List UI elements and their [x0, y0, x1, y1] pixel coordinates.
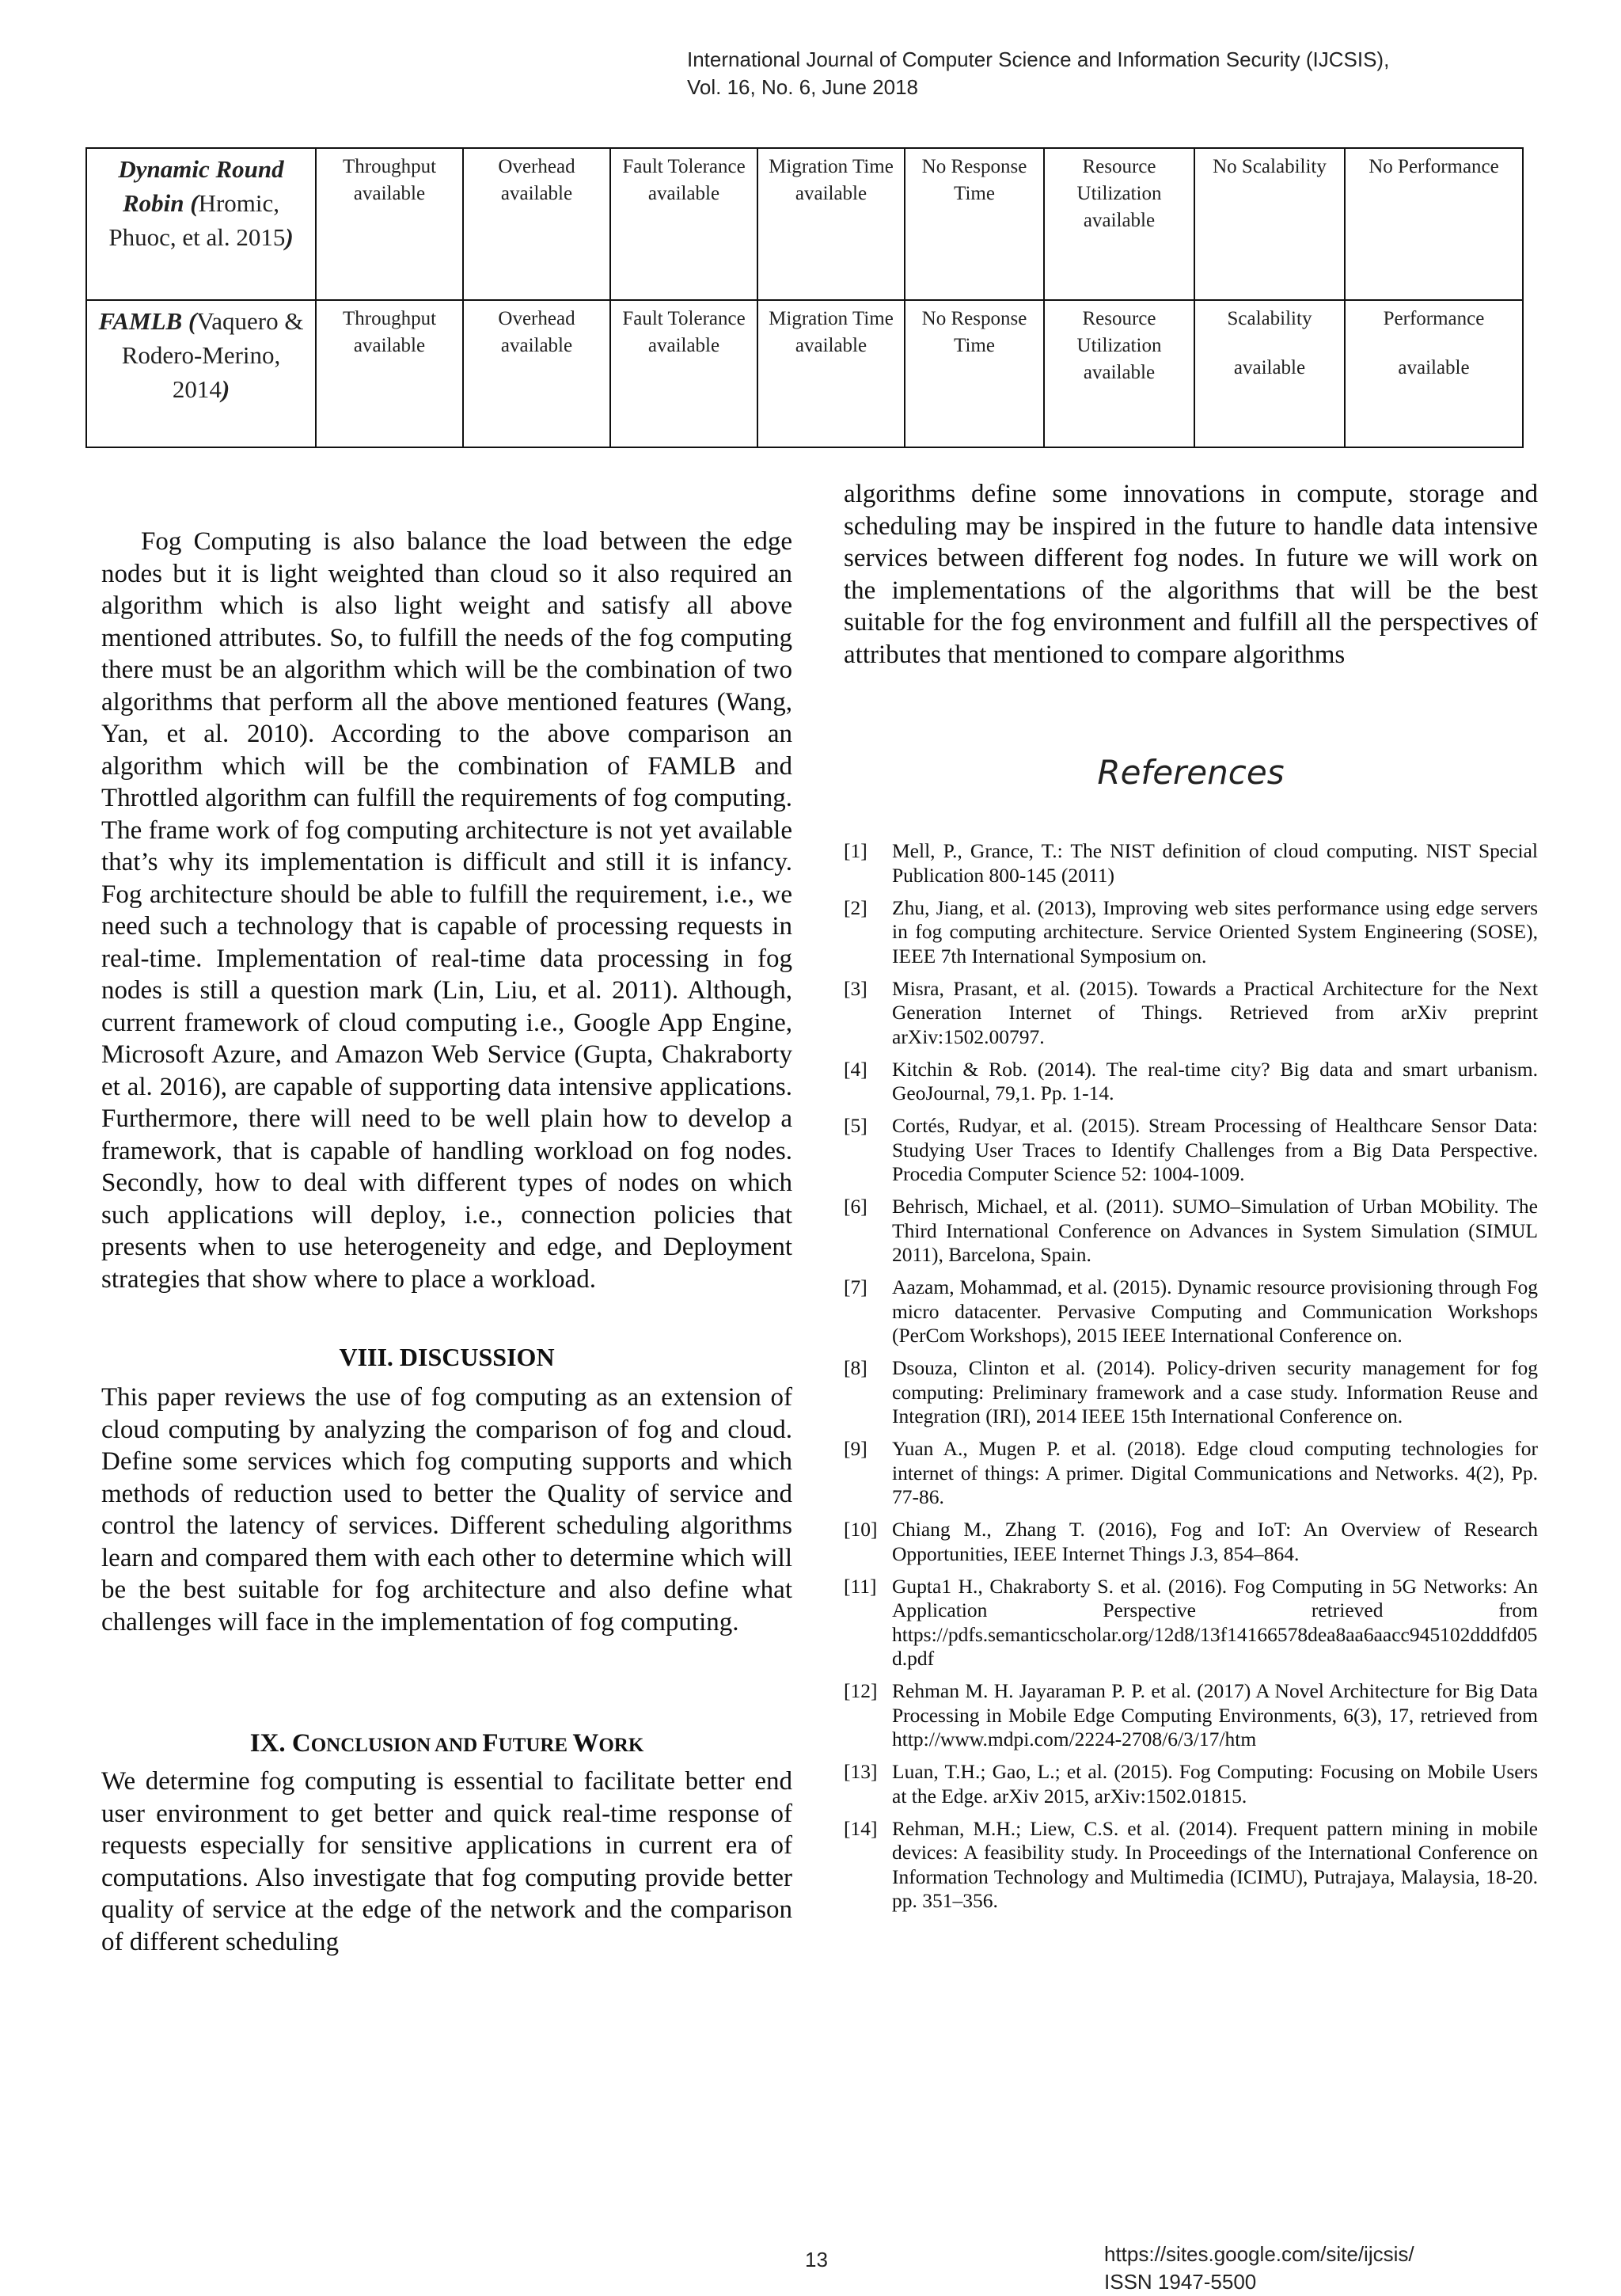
right-column — [844, 478, 1538, 671]
table-cell: Overhead available — [463, 148, 610, 300]
table-cell: No Performance — [1345, 148, 1523, 300]
table-cell: Resource Utilization available — [1044, 300, 1194, 447]
table-row — [86, 300, 1523, 447]
references-list — [844, 839, 1538, 1922]
reference-item: [2] Zhu, Jiang, et al. (2013), Improving web sites performance using edge servers in fog computing architecture. Service Oriented System Engineering (SOSE), IEEE 7th International Symposium on. — [844, 895, 1538, 967]
page-number: 13 — [805, 2248, 828, 2271]
reference-item: [8] Dsouza, Clinton et al. (2014). Policy-driven security management for fog computing: Preliminary framework and a case study. Information Reuse and Integration (IRI), 2014 IEEE 15th International Conference on. — [844, 1356, 1538, 1427]
comparison-table — [85, 147, 1524, 448]
reference-item: [6] Behrisch, Michael, et al. (2011). SUMO–Simulation of Urban MObility. The Third International Conference on Advances in System Simulation (SIMUL 2011), Barcelona, Spain. — [844, 1195, 1538, 1266]
table-cell: No Response Time — [905, 300, 1044, 447]
reference-item: [9] Yuan A., Mugen P. et al. (2018). Edge cloud computing technologies for internet of things: A primer. Digital Communications and Networks. 4(2), Pp. 77-86. — [844, 1437, 1538, 1508]
algorithm-name: FAMLB (Vaquero & Rodero-Merino, 2014) — [86, 300, 316, 447]
discussion-paragraph: This paper reviews the use of fog computing as an extension of cloud computing by analyzing the comparison of fog and cloud. Define some services which fog computing supports and which methods of reduction used to better the Quality of service and control the latency of services. Different scheduling algorithms learn and compared them with each other to determine which will be the best suitable for fog architecture and also define what challenges will face in the implementation of fog computing. — [101, 1383, 792, 1636]
performance-value: available — [1398, 357, 1470, 378]
body-paragraph: Fog Computing is also balance the load between the edge nodes but it is light weighted than cloud so it also required an algorithm which is also light weight and satisfy all above mentioned attributes. So, to fulfill the needs of the fog computing there must be an algorithm which will be the combination of two algorithms that perform all the above mentioned features (Wang, Yan, et al. 2010). According to the above comparison an algorithm which will be the combination of FAMLB and Throttled algorithm can fulfill the requirements of fog computing. The frame work of fog computing architecture is not yet available that’s why its implementation is difficult and still it is infancy. Fog architecture should be able to fulfill the requirement, i.e., we need such a technology that is capable of processing requests in real-time. Implementation of real-time data processing in fog nodes is still a question mark (Lin, Liu, et al. 2011). Although, current framework of cloud computing i.e., Google App Engine, Microsoft Azure, and Amazon Web Service (Gupta, Chakraborty et al. 2016), are capable of supporting data intensive applications. Furthermore, there will need to be well plain how to develop a framework, that is capable of handling workload on fog nodes. Secondly, how to deal with different types of nodes on which such applications will deploy, i.e., connection policies that presents when to use heterogeneity and edge, and Deployment strategies that show where to place a workload. — [101, 527, 792, 1294]
table-cell: No Scalability — [1194, 148, 1345, 300]
journal-url: https://sites.google.com/site/ijcsis/ — [1104, 2242, 1414, 2266]
reference-item: [11] Gupta1 H., Chakraborty S. et al. (2016). Fog Computing in 5G Networks: An Application Perspective retrieved from https://pdfs.semanticscholar.org/12d8/13f14166578dea8aa6aacc945102dddfd05d.pdf — [844, 1574, 1538, 1670]
performance-label: Performance — [1383, 308, 1485, 329]
reference-item: [14] Rehman, M.H.; Liew, C.S. et al. (2014). Frequent pattern mining in mobile devices: A feasibility study. In Proceedings of the International Conference on Information Technology and Multimedia (ICIMU), Putrajaya, Malaysia, 18-20. pp. 351–356. — [844, 1816, 1538, 1912]
scalability-value: available — [1233, 357, 1306, 378]
discussion-heading: VIII. DISCUSSION — [339, 1343, 555, 1371]
reference-item: [12] Rehman M. H. Jayaraman P. P. et al. (2017) A Novel Architecture for Big Data Processing in Mobile Edge Computing Environments, 6(3), 17, retrieved from http://www.mdpi.com/2224-2708/6/3/17/htm — [844, 1679, 1538, 1751]
table-cell: Fault Tolerance available — [610, 148, 757, 300]
table-cell: Resource Utilization available — [1044, 148, 1194, 300]
journal-footer — [1104, 2241, 1414, 2296]
journal-issue: Vol. 16, No. 6, June 2018 — [687, 75, 918, 99]
conclusion-heading: IX. CONCLUSION AND FUTURE WORK — [249, 1729, 644, 1758]
table-cell: Throughput available — [316, 148, 463, 300]
table-cell: Throughput available — [316, 300, 463, 447]
reference-item: [13] Luan, T.H.; Gao, L.; et al. (2015). Fog Computing: Focusing on Mobile Users at the Edge. arXiv 2015, arXiv:1502.01815. — [844, 1760, 1538, 1808]
conclusion-paragraph: We determine fog computing is essential to facilitate better end user environment to get better and quick real-time response of requests especially for sensitive applications in current era of computations. Also investigate that fog computing provide better quality of service at the edge of the network and the comparison of different scheduling — [101, 1767, 792, 1956]
conclusion-section — [101, 1766, 792, 1958]
conclusion-continuation: algorithms define some innovations in compute, storage and scheduling may be inspired in the future to handle data intensive services between different fog nodes. In future we will work on the implementations of the algorithms that will be the best suitable for the fog environment and fulfill all the perspectives of attributes that mentioned to compare algorithms — [844, 480, 1538, 669]
table-cell: No Response Time — [905, 148, 1044, 300]
reference-item: [1] Mell, P., Grance, T.: The NIST definition of cloud computing. NIST Special Publication 800-145 (2011) — [844, 839, 1538, 887]
journal-issn: ISSN 1947-5500 — [1104, 2270, 1257, 2294]
journal-header — [687, 46, 1558, 101]
reference-item: [3] Misra, Prasant, et al. (2015). Towards a Practical Architecture for the Next Generation Internet of Things. Retrieved from arXiv preprint arXiv:1502.00797. — [844, 976, 1538, 1048]
table-cell — [1345, 300, 1523, 447]
table-cell: Migration Time available — [757, 148, 905, 300]
left-column — [101, 526, 792, 1295]
table-cell: Overhead available — [463, 300, 610, 447]
table-cell: Fault Tolerance available — [610, 300, 757, 447]
journal-title: International Journal of Computer Science and Information Security (IJCSIS), — [687, 48, 1390, 71]
discussion-section — [101, 1382, 792, 1638]
table-row — [86, 148, 1523, 300]
reference-item: [7] Aazam, Mohammad, et al. (2015). Dynamic resource provisioning through Fog micro datacenter. Pervasive Computing and Communication Workshops (PerCom Workshops), 2015 IEEE International Conference on. — [844, 1275, 1538, 1347]
reference-item: [4] Kitchin & Rob. (2014). The real-time city? Big data and smart urbanism. GeoJournal, 79,1. Pp. 1-14. — [844, 1057, 1538, 1104]
references-title: References — [1097, 753, 1285, 792]
algorithm-name: Dynamic Round Robin (Hromic, Phuoc, et al. 2015) — [86, 148, 316, 300]
table-cell — [1194, 300, 1345, 447]
table-cell: Migration Time available — [757, 300, 905, 447]
reference-item: [5] Cortés, Rudyar, et al. (2015). Stream Processing of Healthcare Sensor Data: Studying User Traces to Identify Challenges from a Big Data Perspective. Procedia Computer Science 52: 1004-1009. — [844, 1114, 1538, 1185]
scalability-label: Scalability — [1227, 308, 1312, 329]
reference-item: [10] Chiang M., Zhang T. (2016), Fog and IoT: An Overview of Research Opportunities, IEEE Internet Things J.3, 854–864. — [844, 1518, 1538, 1565]
